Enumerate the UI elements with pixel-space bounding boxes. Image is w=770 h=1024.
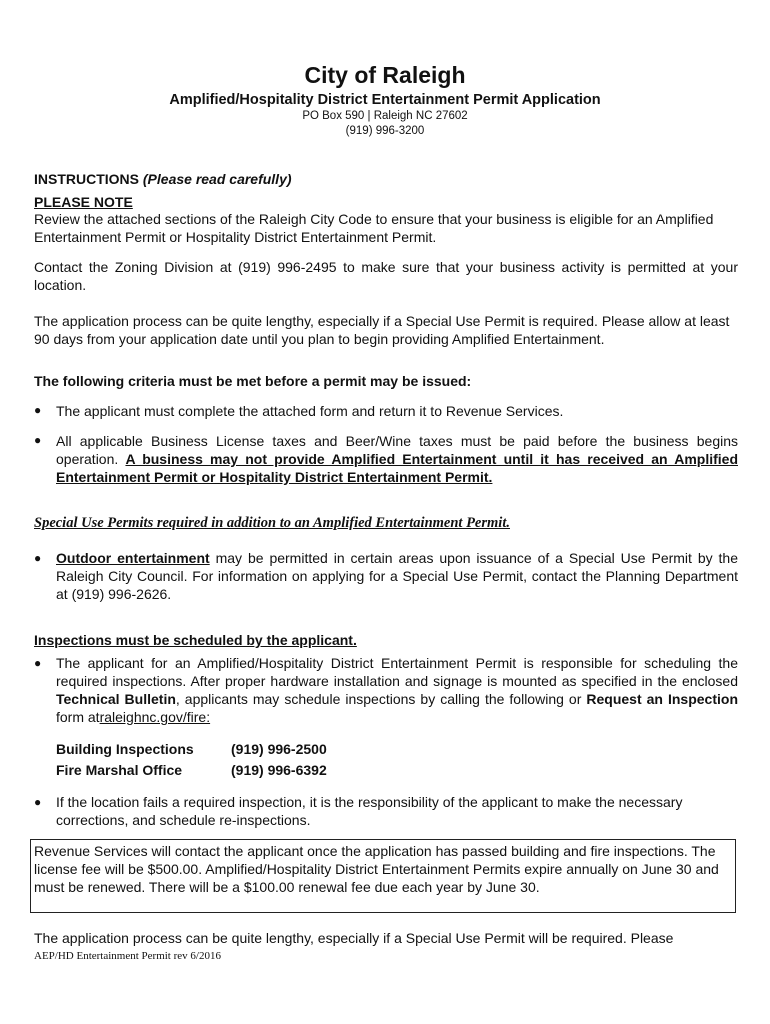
fee-notice-box: Revenue Services will contact the applicant once the application has passed building and fire inspections. The license fee will be $500.00. Amplified/Hospitality District Entertainment Permits expire annually on June 30 and must be renewed. There will be a $100.00 renewal fee due each year by June 30. [30, 839, 736, 913]
bullet-icon: ● [34, 656, 42, 670]
instructions-paragraph-2: Contact the Zoning Division at (919) 996-2495 to make sure that your business activity is permitted at your location. [34, 259, 738, 293]
request-inspection-label: Request an Inspection [586, 691, 739, 707]
bullet-icon: ● [34, 433, 42, 447]
criteria-bullet-1: The applicant must complete the attached form and return it to Revenue Services. [56, 403, 564, 419]
page-title: City of Raleigh [304, 62, 466, 88]
page-subtitle: Amplified/Hospitality District Entertainment Permit Application [169, 92, 601, 108]
criteria-heading: The following criteria must be met before a permit may be issued: [34, 373, 472, 389]
building-inspections-phone: (919) 996-2500 [231, 741, 327, 757]
special-use-heading: Special Use Permits required in addition to an Amplified Entertainment Permit. [34, 515, 510, 531]
inspections-bullet-1-text-c: form at [56, 709, 100, 725]
inspections-bullet-1-text-a: The applicant for an Amplified/Hospitality District Entertainment Permit is responsible for scheduling the required inspections. After proper hardware installation and signage is mounted as specified in the enclosed [56, 655, 738, 689]
instructions-paragraph-3: The application process can be quite lengthy, especially if a Special Use Permit is required. Please allow at least 90 days from your application date until you plan to begin providing Amplified Entertainment. [34, 313, 730, 347]
instructions-heading-row [34, 170, 738, 188]
closing-paragraph: The application process can be quite lengthy, especially if a Special Use Permit will be required. Please [34, 930, 674, 946]
fire-marshal-phone: (919) 996-6392 [231, 762, 327, 778]
inspections-bullet-2: If the location fails a required inspection, it is the responsibility of the applicant to make the necessary corrections, and schedule re-inspections. [56, 794, 683, 828]
instructions-heading-note: (Please read carefully) [142, 171, 292, 187]
criteria-bullet-2-text: All applicable Business License taxes and Beer/Wine taxes must be paid before the business begins operation. [56, 433, 738, 467]
bullet-icon: ● [34, 551, 42, 565]
fire-marshal-label: Fire Marshal Office [56, 762, 183, 778]
inspections-bullet-1-text-b: , applicants may schedule inspections by calling the following or [175, 691, 582, 707]
special-use-bullet-text: may be permitted in certain areas upon issuance of a Special Use Permit by the Raleigh City Council. For information on applying for a Special Use Permit, contact the Planning Department at (919) 996-2626. [56, 550, 738, 602]
bullet-icon: ● [34, 795, 42, 809]
technical-bulletin-label: Technical Bulletin [56, 691, 176, 707]
fire-website-link[interactable]: raleighnc.gov/fire: [99, 709, 211, 725]
bullet-icon: ● [34, 403, 42, 417]
criteria-bullet-2 [56, 432, 738, 486]
form-revision-footer: AEP/HD Entertainment Permit rev 6/2016 [34, 950, 221, 962]
inspections-bullet-1 [56, 654, 738, 726]
main-phone: (919) 996-3200 [345, 125, 425, 137]
outdoor-entertainment-label: Outdoor entertainment [56, 550, 210, 566]
mailing-address: PO Box 590 | Raleigh NC 27602 [302, 110, 468, 122]
instructions-heading: INSTRUCTIONS [34, 171, 139, 187]
special-use-bullet [56, 549, 738, 603]
please-note-heading: PLEASE NOTE [34, 194, 133, 210]
instructions-paragraph-1: Review the attached sections of the Raleigh City Code to ensure that your business is eligible for an Amplified Entertainment Permit or Hospitality District Entertainment Permit. [34, 211, 714, 245]
inspections-heading: Inspections must be scheduled by the applicant. [34, 632, 357, 648]
criteria-bullet-2-warning: A business may not provide Amplified Entertainment until it has received an Amplified Entertainment Permit or Hospitality District Entertainment Permit. [56, 451, 738, 485]
building-inspections-label: Building Inspections [56, 741, 194, 757]
